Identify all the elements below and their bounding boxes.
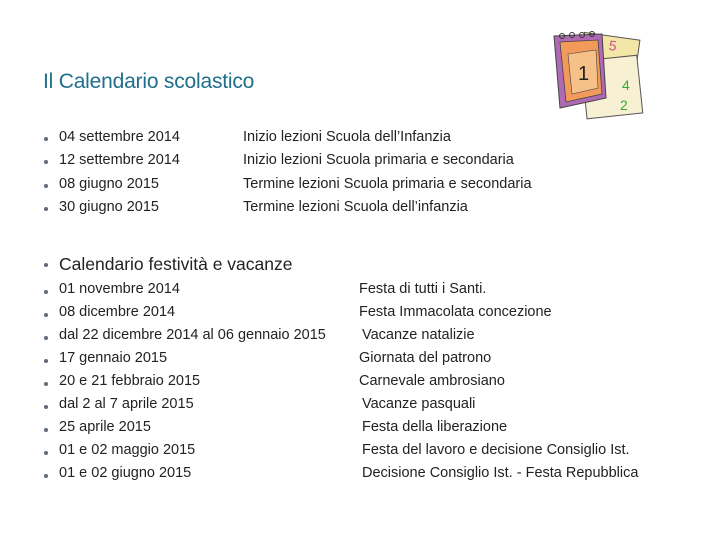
list-item	[59, 129, 180, 146]
list-item-date: 01 e 02 maggio 2015	[59, 442, 196, 458]
bullet-icon	[44, 160, 48, 164]
bullet-icon	[44, 428, 48, 432]
list-item-date: 08 giugno 2015	[59, 176, 159, 192]
list-item-date: 30 giugno 2015	[59, 199, 159, 215]
list-item	[59, 152, 180, 169]
bullet-icon	[44, 382, 48, 386]
slide-title: Il Calendario scolastico	[43, 70, 255, 93]
list-item-event: Carnevale ambrosiano	[359, 373, 505, 389]
list-item-date: 17 gennaio 2015	[59, 350, 168, 366]
list-item-event: Festa della liberazione	[362, 419, 508, 435]
list-item-event: Vacanze natalizie	[362, 327, 475, 343]
list-item	[59, 176, 159, 193]
svg-text:2: 2	[620, 97, 628, 113]
list-item-date: 01 e 02 giugno 2015	[59, 465, 192, 481]
bullet-icon	[44, 336, 48, 340]
bullet-icon	[44, 474, 48, 478]
list-item	[59, 199, 159, 216]
list-item-event: Festa Immacolata concezione	[359, 304, 552, 320]
bullet-icon	[44, 290, 48, 294]
list-item-date: 04 settembre 2014	[59, 129, 180, 145]
list-item-event: Festa di tutti i Santi.	[359, 281, 487, 297]
svg-text:5: 5	[607, 37, 618, 54]
bullet-icon	[44, 184, 48, 188]
list-item-event: Vacanze pasquali	[362, 396, 476, 412]
bullet-icon	[44, 263, 48, 267]
list-item-event: Decisione Consiglio Ist. - Festa Repubblica	[362, 465, 639, 481]
list-item-event: Termine lezioni Scuola dell’infanzia	[243, 199, 468, 215]
bullet-icon	[44, 137, 48, 141]
bullet-icon	[44, 207, 48, 211]
bullet-icon	[44, 451, 48, 455]
holidays-heading: Calendario festività e vacanze	[59, 254, 293, 274]
list-item-date: 12 settembre 2014	[59, 152, 180, 168]
svg-text:4: 4	[622, 77, 630, 93]
list-item-date: dal 22 dicembre 2014 al 06 gennaio 2015	[59, 327, 326, 343]
bullet-icon	[44, 313, 48, 317]
list-item-event: Festa del lavoro e decisione Consiglio Ist.	[362, 442, 630, 458]
list-item-event: Inizio lezioni Scuola primaria e secondaria	[243, 152, 514, 168]
calendar-pages-icon	[540, 28, 646, 124]
list-item-date: 25 aprile 2015	[59, 419, 151, 435]
svg-text:1: 1	[578, 63, 590, 85]
list-item-date: dal 2 al 7 aprile 2015	[59, 396, 194, 412]
list-item-date: 20 e 21 febbraio 2015	[59, 373, 201, 389]
bullet-icon	[44, 359, 48, 363]
list-item-event: Inizio lezioni Scuola dell’Infanzia	[243, 129, 451, 145]
list-item-date: 01 novembre 2014	[59, 281, 180, 297]
list-item-event: Giornata del patrono	[359, 350, 492, 366]
bullet-icon	[44, 405, 48, 409]
list-item-date: 08 dicembre 2014	[59, 304, 176, 320]
list-item-event: Termine lezioni Scuola primaria e secondaria	[243, 176, 532, 192]
